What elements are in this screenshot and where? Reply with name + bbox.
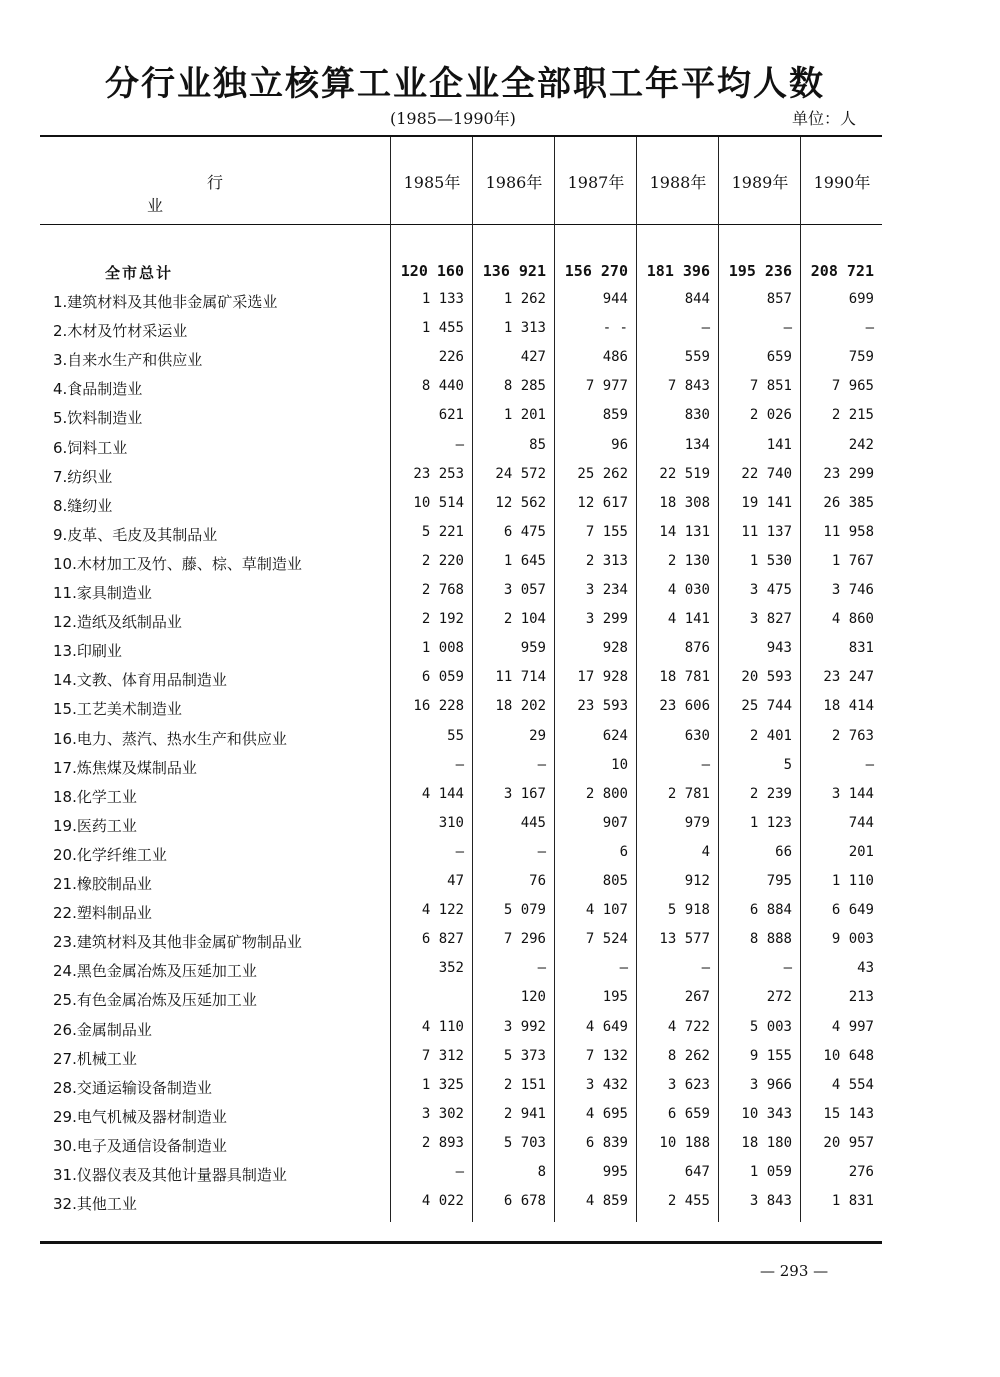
table-cell: 47 (447, 873, 464, 889)
table-cell: 8 440 (421, 378, 464, 395)
table-row (0, 582, 1000, 611)
row-label: 19.医药工业 (53, 816, 137, 835)
row-label: 16.电力、蒸汽、热水生产和供应业 (53, 729, 287, 748)
table-row (0, 669, 1000, 698)
table-cell: 10 514 (413, 494, 464, 511)
table-cell: 805 (602, 873, 628, 889)
table-cell: 1 123 (749, 814, 792, 831)
table-cell: 3 827 (749, 611, 792, 628)
table-cell: 1 530 (749, 552, 792, 569)
table-cell: 3 302 (421, 1105, 464, 1122)
table-cell: 18 180 (741, 1134, 792, 1151)
table-cell: 1 645 (503, 552, 546, 569)
table-row (0, 844, 1000, 873)
table-cell: 844 (684, 291, 710, 307)
table-cell: 2 800 (585, 785, 628, 802)
table-cell: 2 239 (749, 785, 792, 802)
table-cell: 2 130 (667, 552, 710, 569)
table-cell: 6 659 (667, 1105, 710, 1122)
header-rule (40, 224, 882, 225)
table-cell: 8 888 (749, 931, 792, 948)
table-row (0, 960, 1000, 989)
table-cell: — (619, 960, 628, 977)
table-cell: 5 079 (503, 902, 546, 919)
table-row (0, 757, 1000, 786)
table-cell: 3 966 (749, 1076, 792, 1093)
table-cell: 66 (775, 843, 792, 860)
table-cell: 23 593 (577, 698, 628, 715)
table-row (0, 873, 1000, 902)
table-cell: 4 030 (667, 582, 710, 598)
table-cell: 2 104 (503, 611, 546, 628)
table-cell: 19 141 (741, 494, 792, 511)
table-cell: 1 262 (503, 291, 546, 307)
table-row (0, 524, 1000, 553)
table-cell: 7 851 (749, 378, 792, 395)
table-cell: 4 695 (585, 1105, 628, 1122)
table-cell: 2 768 (421, 582, 464, 598)
table-cell: 7 132 (585, 1047, 628, 1064)
row-label: 21.橡胶制品业 (53, 875, 152, 893)
table-cell: 1 201 (503, 407, 546, 424)
table-cell: 120 160 (400, 262, 464, 280)
table-row (0, 320, 1000, 349)
row-label: 14.文教、体育用品制造业 (53, 671, 227, 690)
table-cell: 17 928 (577, 669, 628, 686)
table-row (0, 407, 1000, 436)
table-cell: — (701, 960, 710, 977)
table-cell: 995 (602, 1164, 628, 1180)
table-cell: 310 (438, 814, 464, 831)
table-row (0, 1019, 1000, 1048)
table-row (0, 1193, 1000, 1222)
row-label: 3.自来水生产和供应业 (53, 351, 203, 370)
table-cell: 7 312 (421, 1047, 464, 1064)
table-cell: 857 (766, 291, 792, 307)
page-number: — 293 — (760, 1262, 829, 1280)
table-cell: 3 475 (749, 582, 792, 598)
header-year: 1989年 (731, 173, 789, 192)
table-cell: 20 593 (741, 669, 792, 686)
table-cell: 830 (684, 407, 710, 424)
table-row (0, 698, 1000, 727)
table-cell: 4 110 (421, 1018, 464, 1035)
table-cell: 8 285 (503, 378, 546, 395)
table-cell: 831 (848, 640, 874, 657)
table-cell: — (537, 843, 546, 860)
table-cell: 26 385 (823, 494, 874, 511)
table-row (0, 902, 1000, 931)
table-cell: 1 008 (421, 640, 464, 657)
row-label: 4.食品制造业 (53, 380, 143, 399)
table-cell: — (783, 960, 792, 977)
table-cell: 25 262 (577, 465, 628, 482)
header-year: 1988年 (649, 173, 707, 192)
table-row (0, 1164, 1000, 1193)
table-cell: 24 572 (495, 465, 546, 482)
table-cell: 7 977 (585, 378, 628, 395)
table-cell: 4 997 (831, 1018, 874, 1035)
table-cell: 1 455 (421, 320, 464, 337)
row-label: 22.塑料制品业 (53, 904, 152, 923)
table-cell: 208 721 (810, 262, 874, 280)
table-cell: 6 059 (421, 669, 464, 686)
table-cell: 912 (684, 873, 710, 889)
row-label: 31.仪器仪表及其他计量器具制造业 (53, 1166, 287, 1184)
table-cell: 9 003 (831, 931, 874, 948)
table-cell: 744 (848, 814, 874, 831)
table-cell: 876 (684, 640, 710, 657)
table-cell: 4 144 (421, 785, 464, 802)
table-cell: 7 155 (585, 523, 628, 540)
table-cell: 943 (766, 640, 792, 657)
table-cell: 11 714 (495, 669, 546, 686)
row-label: 18.化学工业 (53, 787, 137, 806)
row-label: 30.电子及通信设备制造业 (53, 1136, 227, 1155)
table-cell: 699 (848, 291, 874, 307)
table-cell: 4 554 (831, 1076, 874, 1093)
table-cell: 6 884 (749, 902, 792, 919)
row-label: 10.木材加工及竹、藤、棕、草制造业 (53, 554, 302, 573)
table-cell: 6 475 (503, 523, 546, 540)
row-label: 全市总计 (105, 264, 174, 282)
table-cell: 7 843 (667, 378, 710, 395)
table-cell: 4 107 (585, 902, 628, 919)
table-cell: 134 (684, 436, 710, 453)
table-cell: 2 893 (421, 1134, 464, 1151)
table-row (0, 931, 1000, 960)
row-label: 9.皮革、毛皮及其制品业 (53, 525, 218, 544)
table-cell: 25 744 (741, 698, 792, 715)
table-cell: 120 (520, 989, 546, 1006)
table-cell: 14 131 (659, 523, 710, 540)
table-cell: 859 (602, 407, 628, 424)
table-cell: 12 562 (495, 494, 546, 511)
table-cell: 7 965 (831, 378, 874, 395)
header-year: 1985年 (403, 173, 461, 192)
table-cell: — (701, 320, 710, 337)
table-cell: 10 188 (659, 1134, 710, 1151)
table-cell: 4 859 (585, 1193, 628, 1210)
table-cell: 267 (684, 989, 710, 1006)
table-cell: 944 (602, 291, 628, 307)
table-cell: 96 (611, 436, 628, 453)
table-cell: 23 253 (413, 465, 464, 482)
row-label: 27.机械工业 (53, 1049, 137, 1068)
row-label: 2.木材及竹材采运业 (53, 322, 188, 341)
table-cell: 12 617 (577, 494, 628, 511)
table-row (0, 553, 1000, 582)
unit-label: 单位：人 (792, 109, 857, 128)
table-row (0, 1106, 1000, 1135)
header-year: 1986年 (485, 173, 543, 192)
table-cell: - - (602, 320, 628, 337)
table-cell: 85 (529, 436, 546, 453)
table-cell: 6 678 (503, 1193, 546, 1210)
table-row (0, 1135, 1000, 1164)
row-label: 8.缝纫业 (53, 496, 113, 515)
table-cell: 352 (438, 960, 464, 977)
table-row (0, 989, 1000, 1018)
table-cell: 272 (766, 989, 792, 1006)
table-cell: 5 918 (667, 902, 710, 919)
table-cell: — (701, 756, 710, 773)
table-cell: 3 843 (749, 1193, 792, 1210)
table-row (0, 378, 1000, 407)
table-cell: 7 296 (503, 931, 546, 948)
table-cell: 9 155 (749, 1047, 792, 1064)
table-cell: 213 (848, 989, 874, 1006)
table-cell: 18 308 (659, 494, 710, 511)
table-cell: 5 003 (749, 1018, 792, 1035)
table-row (0, 1077, 1000, 1106)
table-cell: 11 137 (741, 523, 792, 540)
table-cell: 3 144 (831, 785, 874, 802)
table-cell: 20 957 (823, 1134, 874, 1151)
table-cell: 647 (684, 1164, 710, 1180)
table-cell: 1 110 (831, 873, 874, 889)
table-cell: 795 (766, 873, 792, 889)
row-label: 7.纺织业 (53, 467, 113, 486)
table-cell: 2 401 (749, 727, 792, 744)
table-cell: 3 746 (831, 582, 874, 598)
table-cell: 3 057 (503, 582, 546, 598)
table-cell: 959 (520, 640, 546, 657)
year-range: (1985—1990年) (390, 109, 516, 128)
table-cell: 2 455 (667, 1193, 710, 1210)
table-cell: 5 (783, 756, 792, 773)
table-cell: 759 (848, 349, 874, 366)
header-industry: 行业 (146, 173, 343, 215)
table-cell: 6 649 (831, 902, 874, 919)
row-label: 13.印刷业 (53, 642, 122, 661)
table-cell: 1 831 (831, 1193, 874, 1210)
table-cell: 2 192 (421, 611, 464, 628)
table-cell: 5 373 (503, 1047, 546, 1064)
table-cell: 2 026 (749, 407, 792, 424)
table-cell: 559 (684, 349, 710, 366)
row-label: 29.电气机械及器材制造业 (53, 1107, 227, 1126)
table-cell: — (537, 960, 546, 977)
table-cell: 201 (848, 843, 874, 860)
table-cell: 2 151 (503, 1076, 546, 1093)
table-cell: 136 921 (482, 262, 546, 280)
table-cell: 181 396 (646, 262, 710, 280)
table-cell: — (455, 756, 464, 773)
table-cell: — (455, 436, 464, 453)
row-label: 25.有色金属冶炼及压延加工业 (53, 991, 257, 1010)
table-cell: 8 (537, 1164, 546, 1180)
table-cell: 4 122 (421, 902, 464, 919)
bottom-rule (40, 1241, 882, 1244)
table-cell: 1 325 (421, 1076, 464, 1093)
table-cell: 5 703 (503, 1134, 546, 1151)
table-cell: 630 (684, 727, 710, 744)
table-row (0, 291, 1000, 320)
table-cell: 4 022 (421, 1193, 464, 1210)
table-cell: 23 247 (823, 669, 874, 686)
page-title: 分行业独立核算工业企业全部职工年平均人数 (105, 64, 825, 104)
table-cell: 3 299 (585, 611, 628, 628)
row-label: 28.交通运输设备制造业 (53, 1078, 212, 1097)
table-cell: 76 (529, 873, 546, 889)
table-row (0, 815, 1000, 844)
table-cell: 43 (857, 960, 874, 977)
row-label: 11.家具制造业 (53, 584, 152, 602)
table-cell: 226 (438, 349, 464, 366)
table-cell: 445 (520, 814, 546, 831)
table-cell: 29 (529, 727, 546, 744)
table-cell: 22 740 (741, 465, 792, 482)
table-cell: 2 941 (503, 1105, 546, 1122)
table-cell: — (455, 843, 464, 860)
table-cell: 427 (520, 349, 546, 366)
table-cell: 16 228 (413, 698, 464, 715)
table-cell: 624 (602, 727, 628, 744)
table-cell: 22 519 (659, 465, 710, 482)
table-cell: 486 (602, 349, 628, 366)
table-cell: 4 649 (585, 1018, 628, 1035)
table-cell: 23 606 (659, 698, 710, 715)
top-rule (40, 135, 882, 137)
table-cell: — (783, 320, 792, 337)
table-cell: 3 167 (503, 785, 546, 802)
table-cell: 907 (602, 814, 628, 831)
row-label: 1.建筑材料及其他非金属矿采选业 (53, 293, 278, 311)
table-cell: 4 (701, 843, 710, 860)
table-row (0, 437, 1000, 466)
table-cell: — (865, 756, 874, 773)
table-cell: 242 (848, 436, 874, 453)
table-cell: 8 262 (667, 1047, 710, 1064)
row-label: 5.饮料制造业 (53, 409, 143, 428)
table-cell: 18 202 (495, 698, 546, 715)
table-cell: 3 432 (585, 1076, 628, 1093)
table-cell: 11 958 (823, 523, 874, 540)
table-cell: 18 414 (823, 698, 874, 715)
table-row (0, 349, 1000, 378)
row-label: 6.饲料工业 (53, 438, 128, 457)
table-cell: 15 143 (823, 1105, 874, 1122)
table-cell: 5 221 (421, 523, 464, 540)
table-cell: 13 577 (659, 931, 710, 948)
table-cell: — (537, 756, 546, 773)
row-label: 24.黑色金属冶炼及压延加工业 (53, 962, 257, 981)
table-cell: 6 839 (585, 1134, 628, 1151)
table-cell: 4 860 (831, 611, 874, 628)
table-cell: 2 763 (831, 727, 874, 744)
table-cell: 18 781 (659, 669, 710, 686)
table-cell: 10 (611, 756, 628, 773)
table-row (0, 786, 1000, 815)
table-row (0, 466, 1000, 495)
table-cell: 979 (684, 814, 710, 831)
row-label: 20.化学纤维工业 (53, 845, 167, 864)
table-cell: 10 648 (823, 1047, 874, 1064)
table-cell: 6 (619, 843, 628, 860)
table-row (0, 611, 1000, 640)
table-cell: 55 (447, 727, 464, 744)
row-label: 32.其他工业 (53, 1195, 137, 1214)
table-cell: 3 623 (667, 1076, 710, 1093)
table-cell: 141 (766, 436, 792, 453)
table-cell: 2 313 (585, 552, 628, 569)
table-row (0, 640, 1000, 669)
row-label: 17.炼焦煤及煤制品业 (53, 758, 197, 777)
table-cell: 3 992 (503, 1018, 546, 1035)
table-cell: 2 220 (421, 552, 464, 569)
row-label: 23.建筑材料及其他非金属矿物制品业 (53, 933, 302, 952)
header-year: 1987年 (567, 173, 625, 192)
table-cell: — (455, 1164, 464, 1180)
table-cell: 659 (766, 349, 792, 366)
table-cell: 23 299 (823, 465, 874, 482)
table-row (0, 728, 1000, 757)
table-cell: 2 781 (667, 785, 710, 802)
row-label: 15.工艺美术制造业 (53, 700, 182, 719)
table-cell: 1 059 (749, 1164, 792, 1180)
row-label: 26.金属制品业 (53, 1020, 152, 1039)
table-cell: 4 141 (667, 611, 710, 628)
row-label: 12.造纸及纸制品业 (53, 613, 182, 632)
total-row (0, 262, 1000, 291)
table-cell: 928 (602, 640, 628, 657)
table-cell: 6 827 (421, 931, 464, 948)
header-year: 1990年 (813, 173, 871, 192)
table-cell: 10 343 (741, 1105, 792, 1122)
table-cell: 7 524 (585, 931, 628, 948)
table-cell: 195 (602, 989, 628, 1006)
table-cell: 3 234 (585, 582, 628, 598)
table-cell: 1 313 (503, 320, 546, 337)
table-cell: 2 215 (831, 407, 874, 424)
table-cell: 195 236 (728, 262, 792, 280)
table-cell: 1 133 (421, 291, 464, 307)
table-cell: 156 270 (564, 262, 628, 280)
table-cell: 276 (848, 1164, 874, 1180)
table-row (0, 495, 1000, 524)
table-cell: — (865, 320, 874, 337)
table-row (0, 1048, 1000, 1077)
table-cell: 4 722 (667, 1018, 710, 1035)
table-cell: 621 (438, 407, 464, 424)
table-cell: 1 767 (831, 552, 874, 569)
